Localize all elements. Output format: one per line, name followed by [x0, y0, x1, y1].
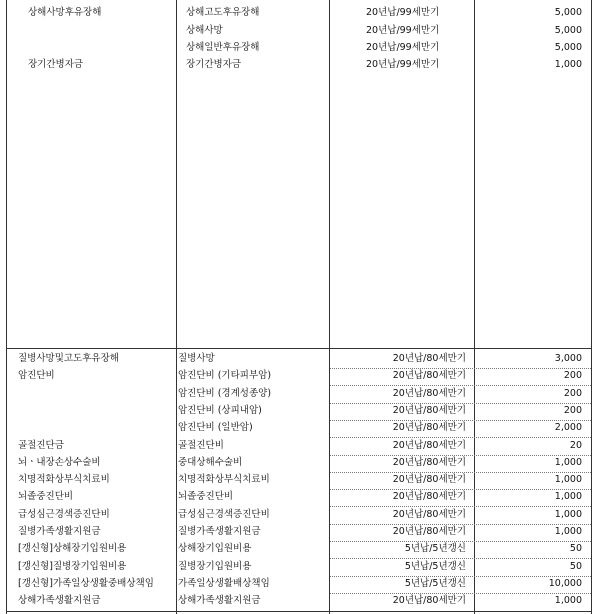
row-amount: 5,000	[554, 25, 582, 36]
row-category: 암진단비	[18, 370, 55, 381]
row-amount: 200	[563, 388, 582, 399]
row-period: 20년납/80세만기	[392, 491, 466, 502]
row-period: 20년납/99세만기	[366, 59, 440, 70]
row-period: 20년납/80세만기	[392, 405, 466, 416]
row-item: 뇌졸중진단비	[178, 491, 234, 502]
row-item: 가족일상생활배상책임	[178, 578, 270, 589]
row-category: [갱신형]상해장기입원비용	[18, 543, 127, 554]
row-item: 상해장기입원비용	[178, 543, 252, 554]
row-period: 5년납/5년갱신	[404, 578, 466, 589]
row-period: 20년납/99세만기	[366, 7, 440, 18]
row-item: 골절진단비	[178, 440, 224, 451]
column-divider	[474, 0, 475, 614]
row-item: 상해고도후유장해	[186, 7, 260, 18]
column-divider	[176, 0, 177, 614]
row-amount: 1,000	[554, 474, 582, 485]
row-item: 중대상해수술비	[178, 457, 243, 468]
section-divider	[6, 348, 592, 349]
row-category: 장기간병자금	[28, 59, 84, 70]
row-amount: 200	[563, 370, 582, 381]
row-amount: 5,000	[554, 7, 582, 18]
row-period: 20년납/80세만기	[392, 457, 466, 468]
row-period: 20년납/80세만기	[392, 595, 466, 606]
row-item: 상해사망	[186, 25, 223, 36]
row-period: 20년납/80세만기	[392, 474, 466, 485]
table-bottom-border	[6, 611, 592, 612]
row-category: 골절진단금	[18, 440, 64, 451]
row-category: 질병가족생활지원금	[18, 526, 101, 537]
row-amount: 20	[569, 440, 582, 451]
row-item: 장기간병자금	[186, 59, 242, 70]
row-amount: 200	[563, 405, 582, 416]
row-separator	[330, 437, 591, 438]
row-period: 20년납/99세만기	[366, 42, 440, 53]
row-amount: 2,000	[554, 422, 582, 433]
row-item: 급성심근경색증진단비	[178, 509, 270, 520]
row-amount: 1,000	[554, 491, 582, 502]
row-category: 급성심근경색증진단비	[18, 509, 110, 520]
row-item: 암진단비 (경계성종양)	[178, 388, 272, 399]
row-item: 상해일반후유장해	[186, 42, 260, 53]
row-category: 상해가족생활지원금	[18, 595, 101, 606]
row-item: 상해가족생활지원금	[178, 595, 261, 606]
row-category: 뇌ㆍ내장손상수술비	[18, 457, 101, 468]
row-category: [갱신형]가족일상생활중배상책임	[18, 578, 154, 589]
row-item: 질병가족생활지원금	[178, 526, 261, 537]
row-item: 질병장기입원비용	[178, 561, 252, 572]
row-period: 20년납/80세만기	[392, 440, 466, 451]
row-period: 20년납/99세만기	[366, 25, 440, 36]
row-period: 20년납/80세만기	[392, 526, 466, 537]
row-amount: 5,000	[554, 42, 582, 53]
row-amount: 1,000	[554, 59, 582, 70]
row-item: 암진단비 (상피내암)	[178, 405, 262, 416]
row-item: 질병사망	[178, 353, 215, 364]
row-period: 20년납/80세만기	[392, 370, 466, 381]
row-period: 20년납/80세만기	[392, 353, 466, 364]
row-amount: 10,000	[548, 578, 582, 589]
row-category: 뇌졸중진단비	[18, 491, 74, 502]
row-amount: 3,000	[554, 353, 582, 364]
row-item: 암진단비 (기타피부암)	[178, 370, 272, 381]
row-amount: 1,000	[554, 526, 582, 537]
row-category: 치명적화상부식치료비	[18, 474, 110, 485]
row-separator	[330, 385, 591, 386]
row-category: [갱신형]질병장기입원비용	[18, 561, 127, 572]
row-amount: 1,000	[554, 457, 582, 468]
row-item: 치명적화상부식치료비	[178, 474, 270, 485]
row-period: 20년납/80세만기	[392, 509, 466, 520]
row-separator	[330, 506, 591, 507]
row-separator	[330, 558, 591, 559]
row-period: 5년납/5년갱신	[404, 561, 466, 572]
row-amount: 50	[569, 543, 582, 554]
row-amount: 50	[569, 561, 582, 572]
row-category: 상해사망후유장해	[28, 7, 102, 18]
row-amount: 1,000	[554, 595, 582, 606]
column-divider	[6, 0, 7, 614]
row-category: 질병사망및고도후유장해	[18, 353, 119, 364]
column-divider	[329, 0, 330, 614]
row-period: 20년납/80세만기	[392, 388, 466, 399]
row-period: 5년납/5년갱신	[404, 543, 466, 554]
row-amount: 1,000	[554, 509, 582, 520]
row-period: 20년납/80세만기	[392, 422, 466, 433]
column-divider	[591, 0, 592, 614]
row-item: 암진단비 (일반암)	[178, 422, 253, 433]
